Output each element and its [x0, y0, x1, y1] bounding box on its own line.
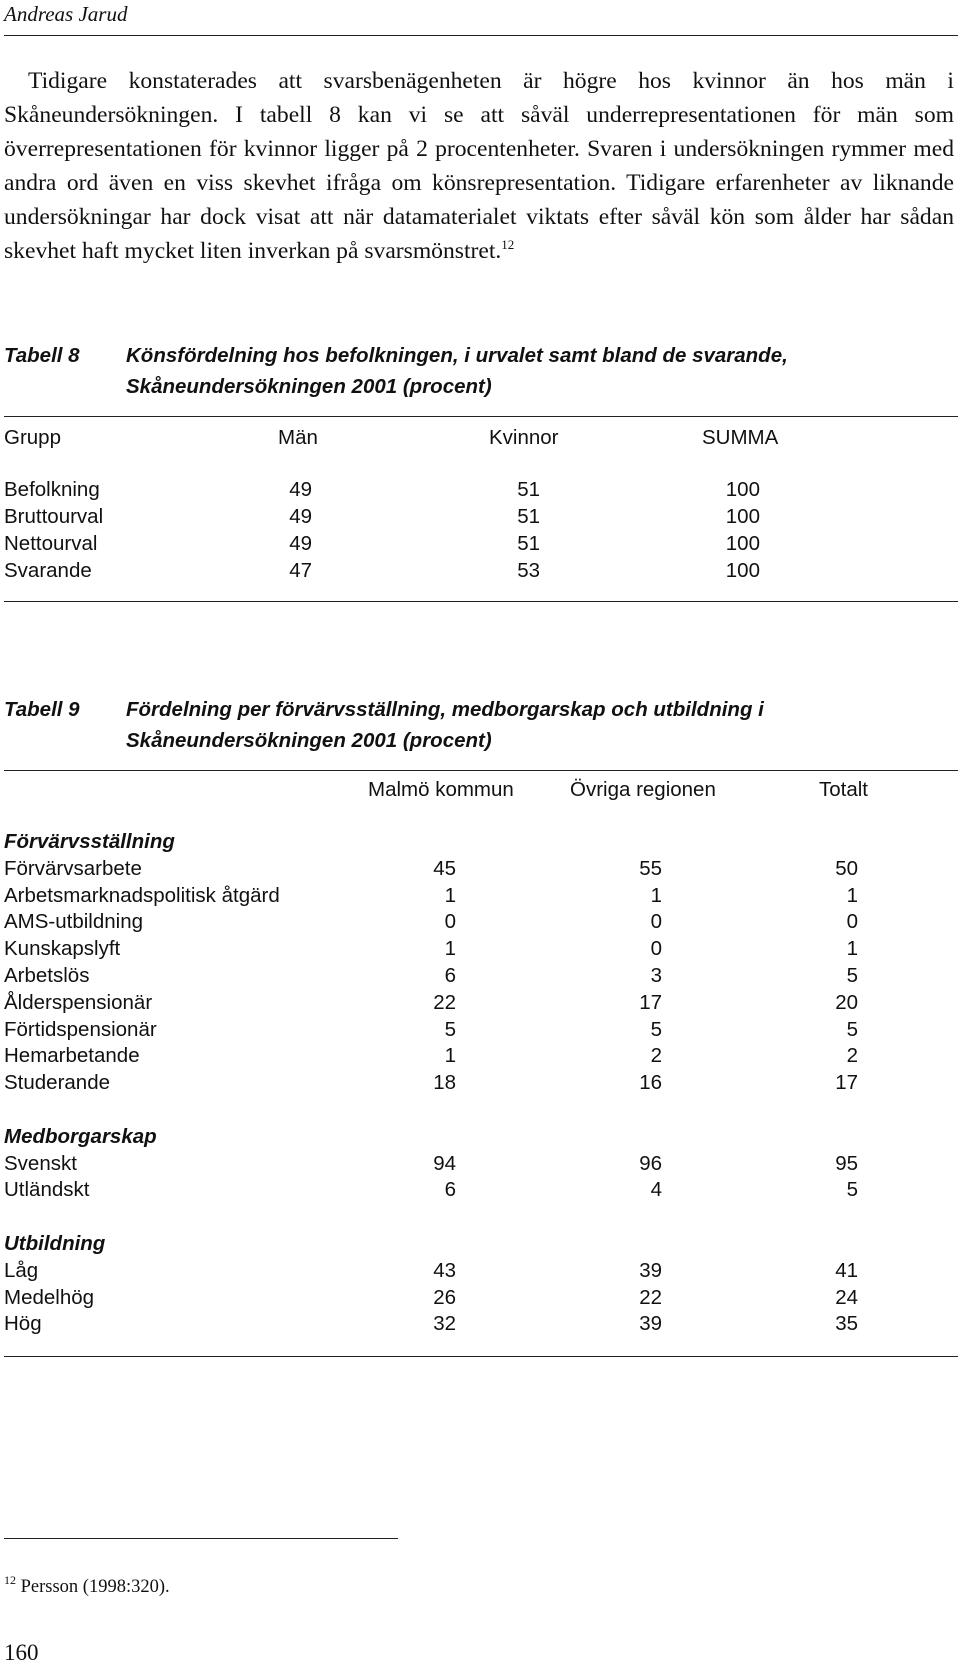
table9-cell-ovriga: 2 [650, 1044, 662, 1068]
table9-cell-malmo: 6 [444, 964, 456, 987]
footnote-number: 12 [4, 1573, 16, 1587]
table9-row-label: Hemarbetande [4, 1044, 140, 1068]
table9-cell-totalt: 35 [835, 1312, 858, 1336]
table9-row-label: Hög [4, 1312, 42, 1336]
table8-cell-man: 47 [289, 559, 312, 582]
table9-section-heading: Utbildning [4, 1232, 106, 1255]
table9-row-label: Medelhög [4, 1285, 95, 1309]
table9-cell-ovriga: 0 [650, 937, 662, 961]
table9-section-heading: Medborgarskap [4, 1124, 157, 1148]
table9-title: Fördelning per förvärvsställning, medborgarskap och utbildning i Skåneundersökningen 2001 (procent) [126, 698, 764, 752]
table9-cell-ovriga: 55 [639, 856, 662, 880]
table9-cell-malmo: 0 [444, 910, 456, 934]
table9-col-totalt: Totalt [819, 778, 868, 801]
table9-row-label: Arbetslös [4, 964, 90, 987]
table8-title: Könsfördelning hos befolkningen, i urvalet samt bland de svarande, Skåneundersökningen 2001 (procent) [126, 344, 788, 398]
page-number: 160 [4, 1640, 39, 1665]
table9-cell-totalt: 24 [835, 1285, 858, 1309]
footnote-reference: 12 [501, 237, 515, 252]
table8-row-label: Bruttourval [4, 505, 104, 528]
table9-cell-totalt: 95 [835, 1151, 858, 1175]
body-text [4, 64, 954, 268]
table8-bottom-rule [4, 601, 958, 602]
table9-cell-malmo: 6 [444, 1178, 456, 1202]
table9-cell-malmo: 26 [433, 1285, 456, 1309]
table8-label: Tabell 8 [4, 344, 80, 367]
table9-cell-totalt: 5 [846, 964, 858, 987]
table9-cell-malmo: 1 [444, 883, 456, 907]
table9-row-label: Kunskapslyft [4, 937, 121, 961]
table9-cell-ovriga: 1 [650, 883, 662, 907]
table9-row-label: Ålderspensionär [4, 990, 153, 1014]
body-paragraph-text: Tidigare konstaterades att svarsbenägenheten är högre hos kvinnor än hos män i Skåneundersökningen. I tabell 8 kan vi se att såväl underrepresentationen för män som överrepresentationen för kvinnor ligger på 2 procentenheter. Svaren i undersökningen rymmer med andra ord även en viss skevhet ifråga om könsrepresentation. Tidigare erfarenheter av liknande undersökningar har dock visat att när datamaterialet viktats efter såväl kön som ålder har sådan skevhet haft mycket liten inverkan på svarsmönstret. [4, 68, 954, 264]
table9-cell-malmo: 1 [444, 937, 456, 961]
table9-row-label: Förtidspensionär [4, 1017, 157, 1041]
table9-cell-totalt: 2 [846, 1044, 858, 1068]
footnote-text: Persson (1998:320). [20, 1577, 170, 1597]
table9-col-malmo: Malmö kommun [368, 778, 514, 801]
table8-cell-summa: 100 [725, 532, 760, 555]
table8-cell-man: 49 [289, 478, 312, 501]
table9-top-rule [4, 770, 958, 771]
header-rule [4, 35, 958, 36]
table8-row-label: Nettourval [4, 532, 98, 555]
table8-cell-kvinnor: 51 [517, 478, 540, 501]
table9-row-label: Arbetsmarknadspolitisk åtgärd [4, 883, 280, 907]
table9-col-ovriga: Övriga regionen [570, 778, 716, 801]
table9-cell-malmo: 1 [444, 1044, 456, 1068]
table9-row-label: Låg [4, 1258, 39, 1282]
table8-cell-summa: 100 [725, 559, 760, 582]
table9-cell-malmo: 22 [433, 990, 456, 1014]
table9-bottom-rule [4, 1356, 958, 1357]
body-paragraph [4, 64, 954, 268]
footnote [4, 1573, 170, 1598]
table9-cell-malmo: 18 [433, 1071, 456, 1095]
table9-cell-totalt: 0 [846, 910, 858, 934]
table9-cell-totalt: 20 [835, 990, 858, 1014]
table9-cell-totalt: 17 [835, 1071, 858, 1095]
table8-top-rule [4, 416, 958, 417]
table9-cell-malmo: 32 [433, 1312, 456, 1336]
table8-cell-man: 49 [289, 505, 312, 528]
table8-col-summa: SUMMA [702, 426, 779, 449]
table9-label: Tabell 9 [4, 698, 80, 721]
table8-col-kvinnor: Kvinnor [489, 426, 559, 449]
table8-cell-man: 49 [289, 532, 312, 555]
table8-cell-kvinnor: 51 [517, 532, 540, 555]
table9-cell-ovriga: 4 [650, 1178, 662, 1202]
table9-cell-malmo: 5 [444, 1017, 456, 1041]
table8-cell-summa: 100 [725, 505, 760, 528]
table9-row-label: Utländskt [4, 1178, 90, 1202]
table8-row-label: Svarande [4, 559, 92, 582]
table9-row-label: Förvärvsarbete [4, 856, 142, 880]
table8-col-man: Män [278, 426, 318, 449]
table9-cell-totalt: 5 [846, 1017, 858, 1041]
table9-cell-ovriga: 39 [639, 1312, 662, 1336]
table9-cell-ovriga: 17 [639, 990, 662, 1014]
table9-cell-totalt: 1 [846, 883, 858, 907]
table8-row-label: Befolkning [4, 478, 100, 501]
table9-cell-ovriga: 3 [650, 964, 662, 987]
table9-row-label: Svenskt [4, 1151, 77, 1175]
table9-cell-malmo: 45 [433, 856, 456, 880]
table9-cell-totalt: 50 [835, 856, 858, 880]
table9-cell-totalt: 5 [846, 1178, 858, 1202]
table8-cell-kvinnor: 51 [517, 505, 540, 528]
table9-cell-malmo: 43 [433, 1258, 456, 1282]
table8-cell-kvinnor: 53 [517, 559, 540, 582]
table9-cell-ovriga: 22 [639, 1285, 662, 1309]
table9-cell-malmo: 94 [433, 1151, 456, 1175]
table9-cell-ovriga: 0 [650, 910, 662, 934]
table8-cell-summa: 100 [725, 478, 760, 501]
table9-section-heading: Förvärvsställning [4, 830, 175, 853]
table9-cell-ovriga: 16 [639, 1071, 662, 1095]
running-header-author: Andreas Jarud [4, 2, 128, 26]
table9-cell-totalt: 1 [846, 937, 858, 961]
table9-cell-ovriga: 5 [650, 1017, 662, 1041]
table9-cell-totalt: 41 [835, 1258, 858, 1282]
footnote-rule [4, 1538, 398, 1539]
table9-row-label: AMS-utbildning [4, 910, 144, 934]
table9-row-label: Studerande [4, 1071, 111, 1095]
table8-col-grupp: Grupp [4, 426, 61, 449]
table9-cell-ovriga: 39 [639, 1258, 662, 1282]
table9-cell-ovriga: 96 [639, 1151, 662, 1175]
